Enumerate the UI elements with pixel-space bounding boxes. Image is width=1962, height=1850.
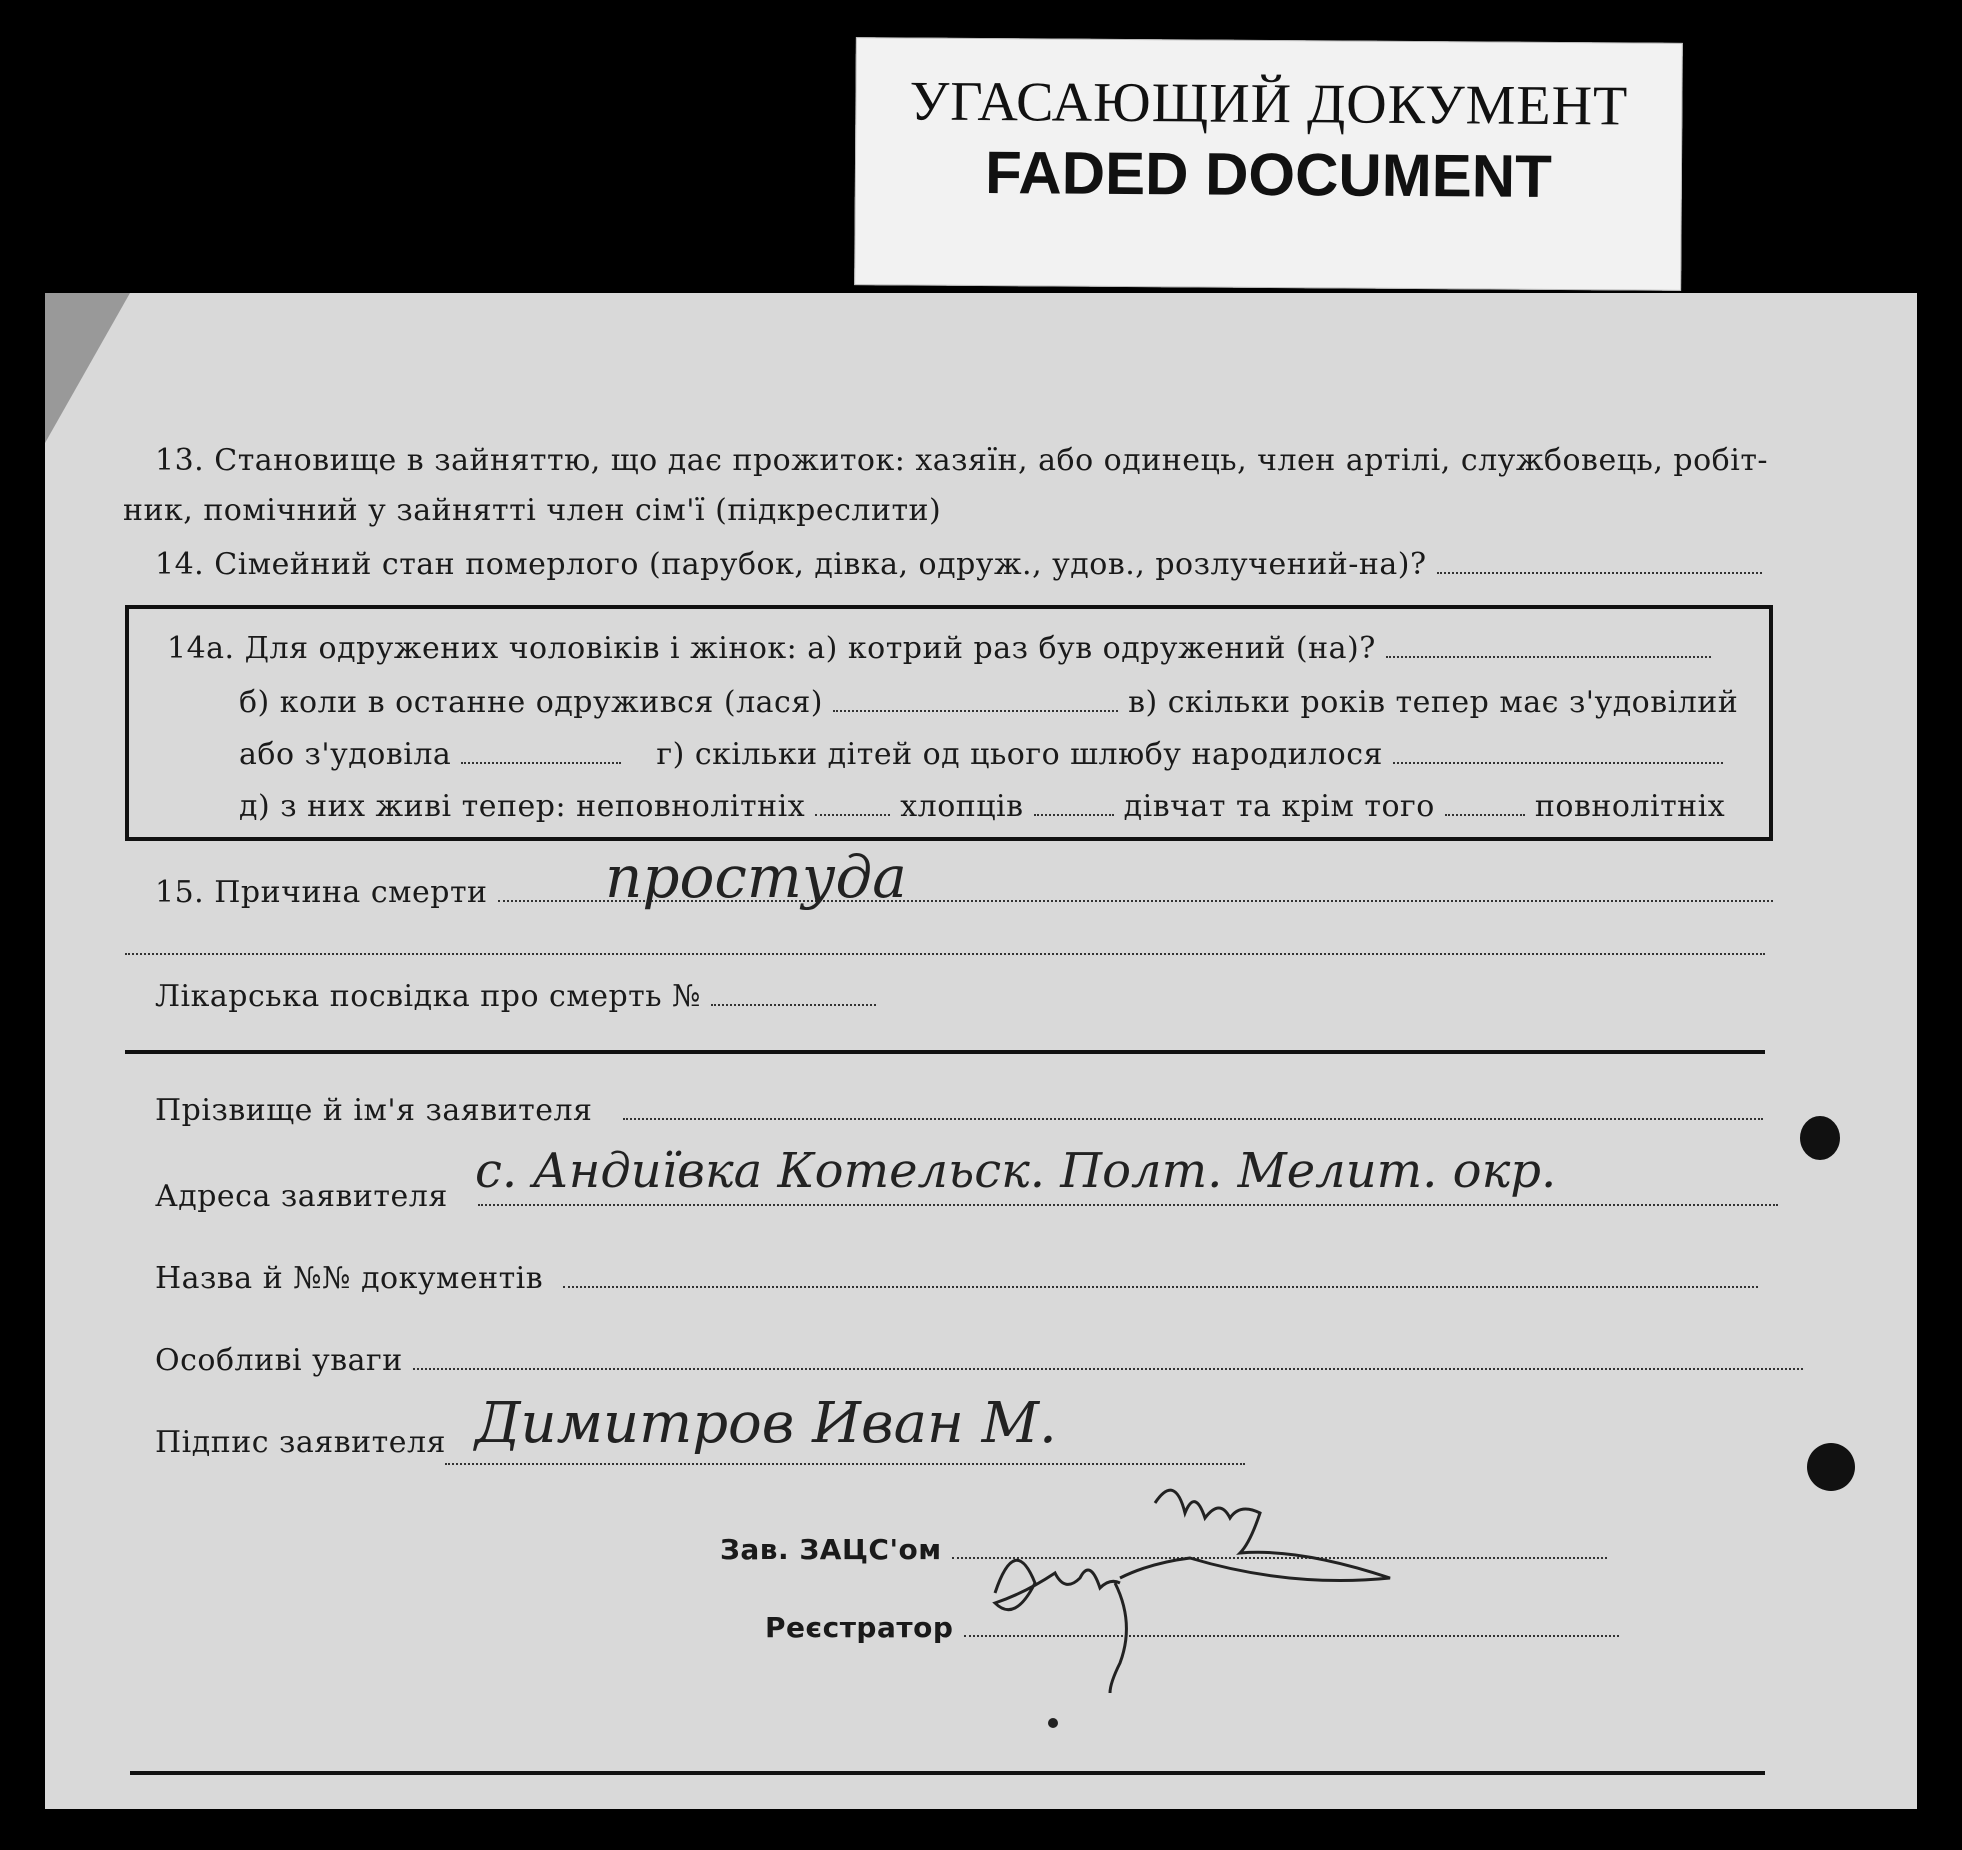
signature-label — [155, 1425, 446, 1460]
q14a-line2 — [239, 685, 1738, 720]
med-cert-field — [711, 1003, 876, 1006]
stamp-russian-text: УГАСАЮЩИЙ ДОКУМЕНТ — [909, 70, 1629, 138]
ink-blot — [1800, 1116, 1840, 1160]
record-sheet — [45, 293, 1917, 1809]
q14a-b-text: б) коли в останне одружився (лася) — [239, 685, 823, 720]
q14a-g-field — [1393, 761, 1723, 764]
q14a-line1 — [167, 631, 1711, 666]
q14a-v-text: в) скільки років тепер має з'удовілий — [1128, 685, 1739, 720]
documents-label — [155, 1261, 1758, 1296]
applicant-address-field — [478, 1203, 1778, 1206]
q13-line2: ник, помічний у зайнятті член сім'ї (підкреслити) — [123, 493, 942, 528]
binder-hole — [1807, 1443, 1855, 1491]
folded-corner — [45, 293, 130, 443]
q14a-adult-text: повнолітніх — [1534, 789, 1726, 824]
med-cert-label — [155, 979, 876, 1014]
documents-field — [563, 1285, 1758, 1288]
signature-text: Підпис заявителя — [155, 1425, 446, 1460]
q14a-line3 — [239, 737, 1723, 772]
q14a-d-text: д) з них живі тепер: неповнолітніх — [239, 789, 806, 824]
q14a-v-field — [461, 761, 621, 764]
q14a-girls-field — [1445, 813, 1525, 816]
q14-field — [1437, 571, 1762, 574]
signature-field — [445, 1463, 1245, 1465]
q14a-line1-text: 14а. Для одружених чоловіків і жінок: а) котрий раз був одружений (на)? — [167, 631, 1376, 666]
q14a-line4 — [239, 789, 1725, 824]
q14a-g-text: г) скільки дітей од цього шлюбу народилося — [656, 737, 1383, 772]
remarks-text: Особливі уваги — [155, 1343, 403, 1378]
q14a-boys-field — [1034, 813, 1114, 816]
remarks-field — [413, 1367, 1803, 1370]
q13-line1: 13. Становище в зайняттю, що дає прожиток: хазяїн, або одинець, член артілі, службовець, робіт- — [155, 443, 1769, 478]
applicant-address-text: Адреса заявителя — [155, 1179, 448, 1214]
q14a-a-field — [1386, 655, 1711, 658]
q14a-girls-text: дівчат та крім того — [1123, 789, 1435, 824]
documents-text: Назва й №№ документів — [155, 1261, 544, 1296]
q15-second-line — [125, 953, 1765, 955]
q15-label — [155, 875, 1773, 910]
faded-document-stamp — [854, 37, 1683, 291]
bottom-rule — [130, 1771, 1765, 1775]
section-divider — [125, 1050, 1765, 1054]
q14-label — [155, 547, 1762, 582]
applicant-address-handwritten: с. Андиївка Котельск. Полт. Мелит. окр. — [475, 1143, 1557, 1199]
q14a-abo-text: або з'удовіла — [239, 737, 452, 772]
q14a-box — [125, 605, 1773, 841]
applicant-name-field — [623, 1117, 1763, 1120]
q15-text: 15. Причина смерти — [155, 875, 488, 910]
applicant-signature-handwritten: Димитров Иван М. — [475, 1391, 1057, 1456]
stamp-english-text: FADED DOCUMENT — [984, 139, 1552, 210]
q14a-minors-field — [815, 813, 890, 816]
head-text: Зав. ЗАЦС'ом — [720, 1533, 942, 1566]
q14a-boys-text: хлопців — [900, 789, 1024, 824]
applicant-name-label — [155, 1093, 1763, 1128]
remarks-label — [155, 1343, 1803, 1378]
applicant-name-text: Прізвище й ім'я заявителя — [155, 1093, 593, 1128]
q15-handwritten-answer: простуда — [605, 843, 907, 911]
official-signatures — [945, 1473, 1465, 1733]
med-cert-text: Лікарська посвідка про смерть № — [155, 979, 702, 1014]
q14-text: 14. Сімейний стан померлого (парубок, дівка, одруж., удов., розлучений-на)? — [155, 547, 1427, 582]
q14a-b-field — [833, 709, 1118, 712]
registrar-text: Реєстратор — [765, 1611, 954, 1644]
